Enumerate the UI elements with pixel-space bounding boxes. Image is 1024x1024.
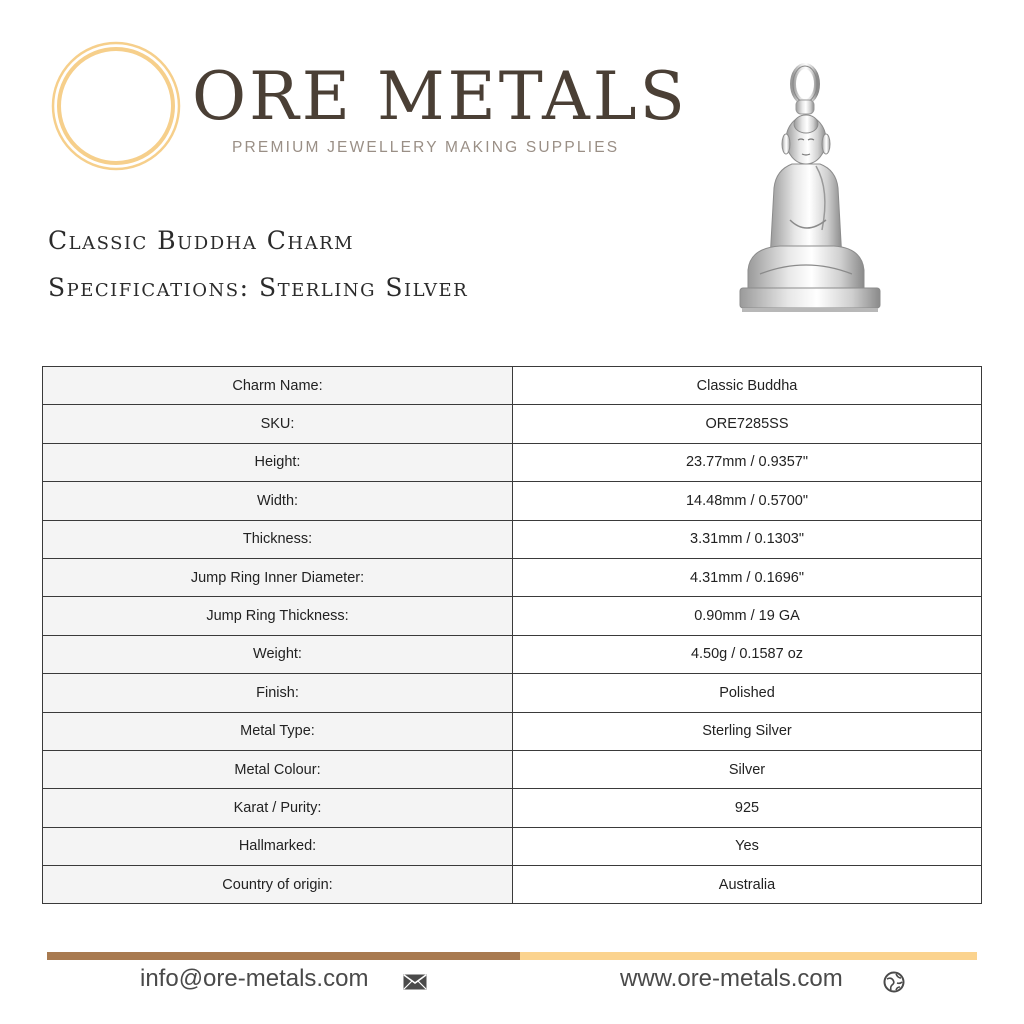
spec-value: Classic Buddha <box>513 367 982 405</box>
brand-tagline: PREMIUM JEWELLERY MAKING SUPPLIES <box>232 139 620 156</box>
spec-label: Jump Ring Inner Diameter: <box>43 558 513 596</box>
table-row <box>43 750 982 788</box>
spec-value: Yes <box>513 827 982 865</box>
spec-value: Silver <box>513 750 982 788</box>
envelope-icon <box>403 974 427 990</box>
buddha-charm-image <box>730 60 890 320</box>
spec-value: 4.50g / 0.1587 oz <box>513 635 982 673</box>
spec-value: 14.48mm / 0.5700" <box>513 482 982 520</box>
table-row <box>43 520 982 558</box>
spec-label: Width: <box>43 482 513 520</box>
footer-website-link[interactable]: www.ore-metals.com <box>620 965 843 992</box>
product-title: Classic Buddha Charm <box>48 226 355 255</box>
spec-label: Height: <box>43 443 513 481</box>
spec-value: 23.77mm / 0.9357" <box>513 443 982 481</box>
spec-value: Australia <box>513 866 982 904</box>
spec-label: Metal Type: <box>43 712 513 750</box>
spec-label: Jump Ring Thickness: <box>43 597 513 635</box>
footer-bar-left <box>47 952 520 960</box>
spec-value: 925 <box>513 789 982 827</box>
spec-label: Karat / Purity: <box>43 789 513 827</box>
logo-ring-icon <box>50 40 182 172</box>
table-row <box>43 558 982 596</box>
spec-value: 0.90mm / 19 GA <box>513 597 982 635</box>
spec-label: Charm Name: <box>43 367 513 405</box>
spec-value: 3.31mm / 0.1303" <box>513 520 982 558</box>
spec-value: Sterling Silver <box>513 712 982 750</box>
globe-icon <box>883 971 905 993</box>
footer-email-link[interactable]: info@ore-metals.com <box>140 965 369 992</box>
table-row <box>43 367 982 405</box>
table-row <box>43 482 982 520</box>
table-row <box>43 866 982 904</box>
spec-label: Thickness: <box>43 520 513 558</box>
spec-label: Country of origin: <box>43 866 513 904</box>
spec-label: Weight: <box>43 635 513 673</box>
table-row <box>43 712 982 750</box>
table-row <box>43 827 982 865</box>
spec-label: SKU: <box>43 405 513 443</box>
product-subtitle: Specifications: Sterling Silver <box>48 273 469 302</box>
spec-value: 4.31mm / 0.1696" <box>513 558 982 596</box>
spec-value: Polished <box>513 674 982 712</box>
spec-label: Metal Colour: <box>43 750 513 788</box>
table-row <box>43 405 982 443</box>
table-row <box>43 597 982 635</box>
specs-table <box>42 366 982 904</box>
spec-value: ORE7285SS <box>513 405 982 443</box>
brand-name: ORE METALS <box>192 58 688 135</box>
footer-bar-right <box>520 952 977 960</box>
table-row <box>43 674 982 712</box>
spec-label: Finish: <box>43 674 513 712</box>
table-row <box>43 443 982 481</box>
table-row <box>43 789 982 827</box>
table-row <box>43 635 982 673</box>
spec-label: Hallmarked: <box>43 827 513 865</box>
